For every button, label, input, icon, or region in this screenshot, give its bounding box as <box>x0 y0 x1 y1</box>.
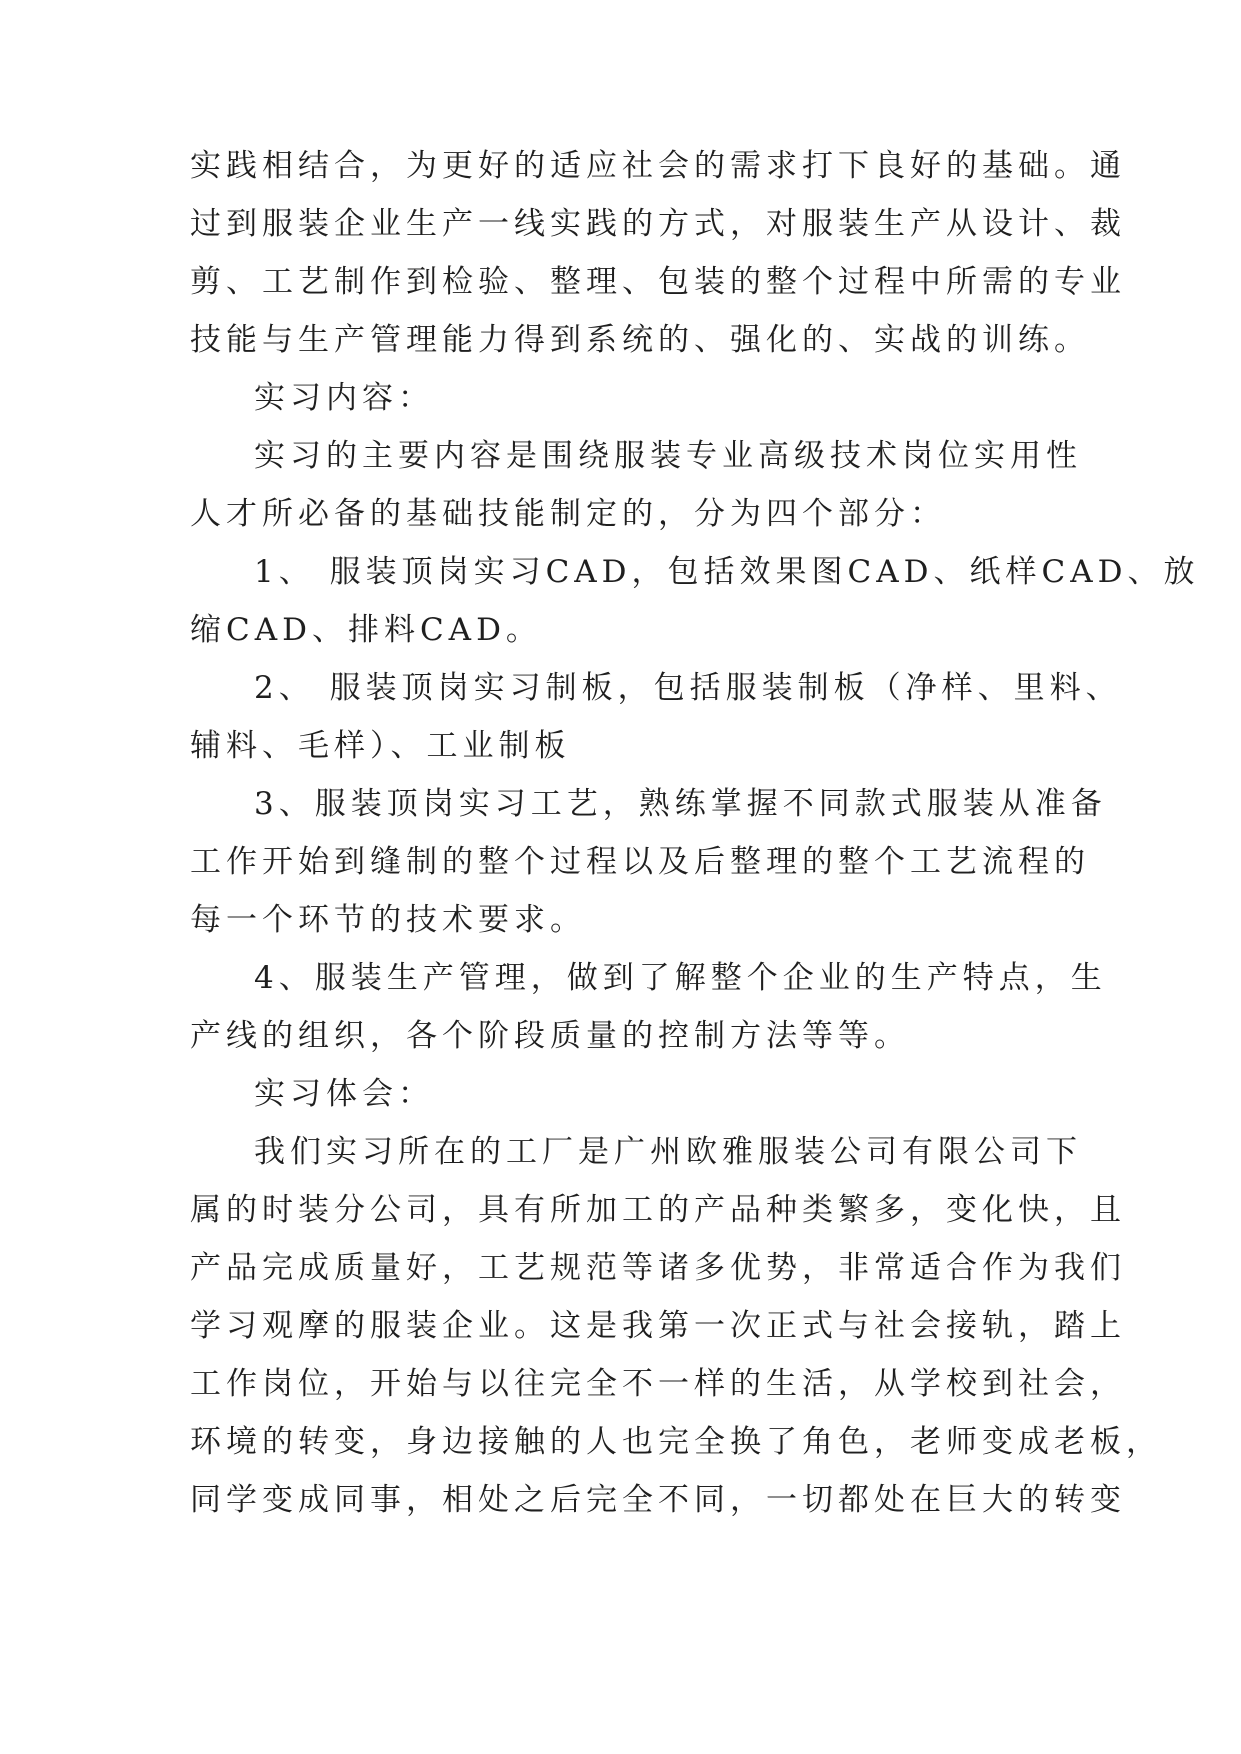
text-line: 属的时装分公司，具有所加工的产品种类繁多，变化快，且 <box>190 1192 1126 1228</box>
text-line: 环境的转变，身边接触的人也完全换了角色，老师变成老板， <box>190 1424 1162 1460</box>
text-line: 实习的主要内容是围绕服装专业高级技术岗位实用性 <box>254 438 1082 474</box>
text-line: 缩CAD、排料CAD。 <box>190 612 542 648</box>
text-line: 产线的组织，各个阶段质量的控制方法等等。 <box>190 1018 910 1054</box>
text-line: 辅料、毛样）、工业制板 <box>190 728 571 764</box>
list-item-1: 1、 服装顶岗实习CAD，包括效果图CAD、纸样CAD、放 <box>254 554 1200 590</box>
text-line: 同学变成同事，相处之后完全不同，一切都处在巨大的转变 <box>190 1482 1126 1518</box>
list-item-4: 4、服装生产管理，做到了解整个企业的生产特点，生 <box>254 960 1107 996</box>
text-line: 工作岗位，开始与以往完全不一样的生活，从学校到社会， <box>190 1366 1126 1402</box>
text-line: 我们实习所在的工厂是广州欧雅服装公司有限公司下 <box>254 1134 1082 1170</box>
section-heading-experience: 实习体会： <box>254 1076 434 1112</box>
text-line: 实践相结合，为更好的适应社会的需求打下良好的基础。通 <box>190 148 1126 184</box>
list-item-3: 3、服装顶岗实习工艺，熟练掌握不同款式服装从准备 <box>254 786 1107 822</box>
text-line: 剪、工艺制作到检验、整理、包装的整个过程中所需的专业 <box>190 264 1126 300</box>
section-heading-content: 实习内容： <box>254 380 434 416</box>
text-line: 人才所必备的基础技能制定的，分为四个部分： <box>190 496 946 532</box>
text-line: 工作开始到缝制的整个过程以及后整理的整个工艺流程的 <box>190 844 1090 880</box>
text-line: 技能与生产管理能力得到系统的、强化的、实战的训练。 <box>190 322 1090 358</box>
list-item-2: 2、 服装顶岗实习制板，包括服装制板（净样、里料、 <box>254 670 1122 706</box>
text-line: 学习观摩的服装企业。这是我第一次正式与社会接轨，踏上 <box>190 1308 1126 1344</box>
text-line: 每一个环节的技术要求。 <box>190 902 586 938</box>
text-line: 过到服装企业生产一线实践的方式，对服装生产从设计、裁 <box>190 206 1126 242</box>
text-line: 产品完成质量好，工艺规范等诸多优势，非常适合作为我们 <box>190 1250 1126 1286</box>
